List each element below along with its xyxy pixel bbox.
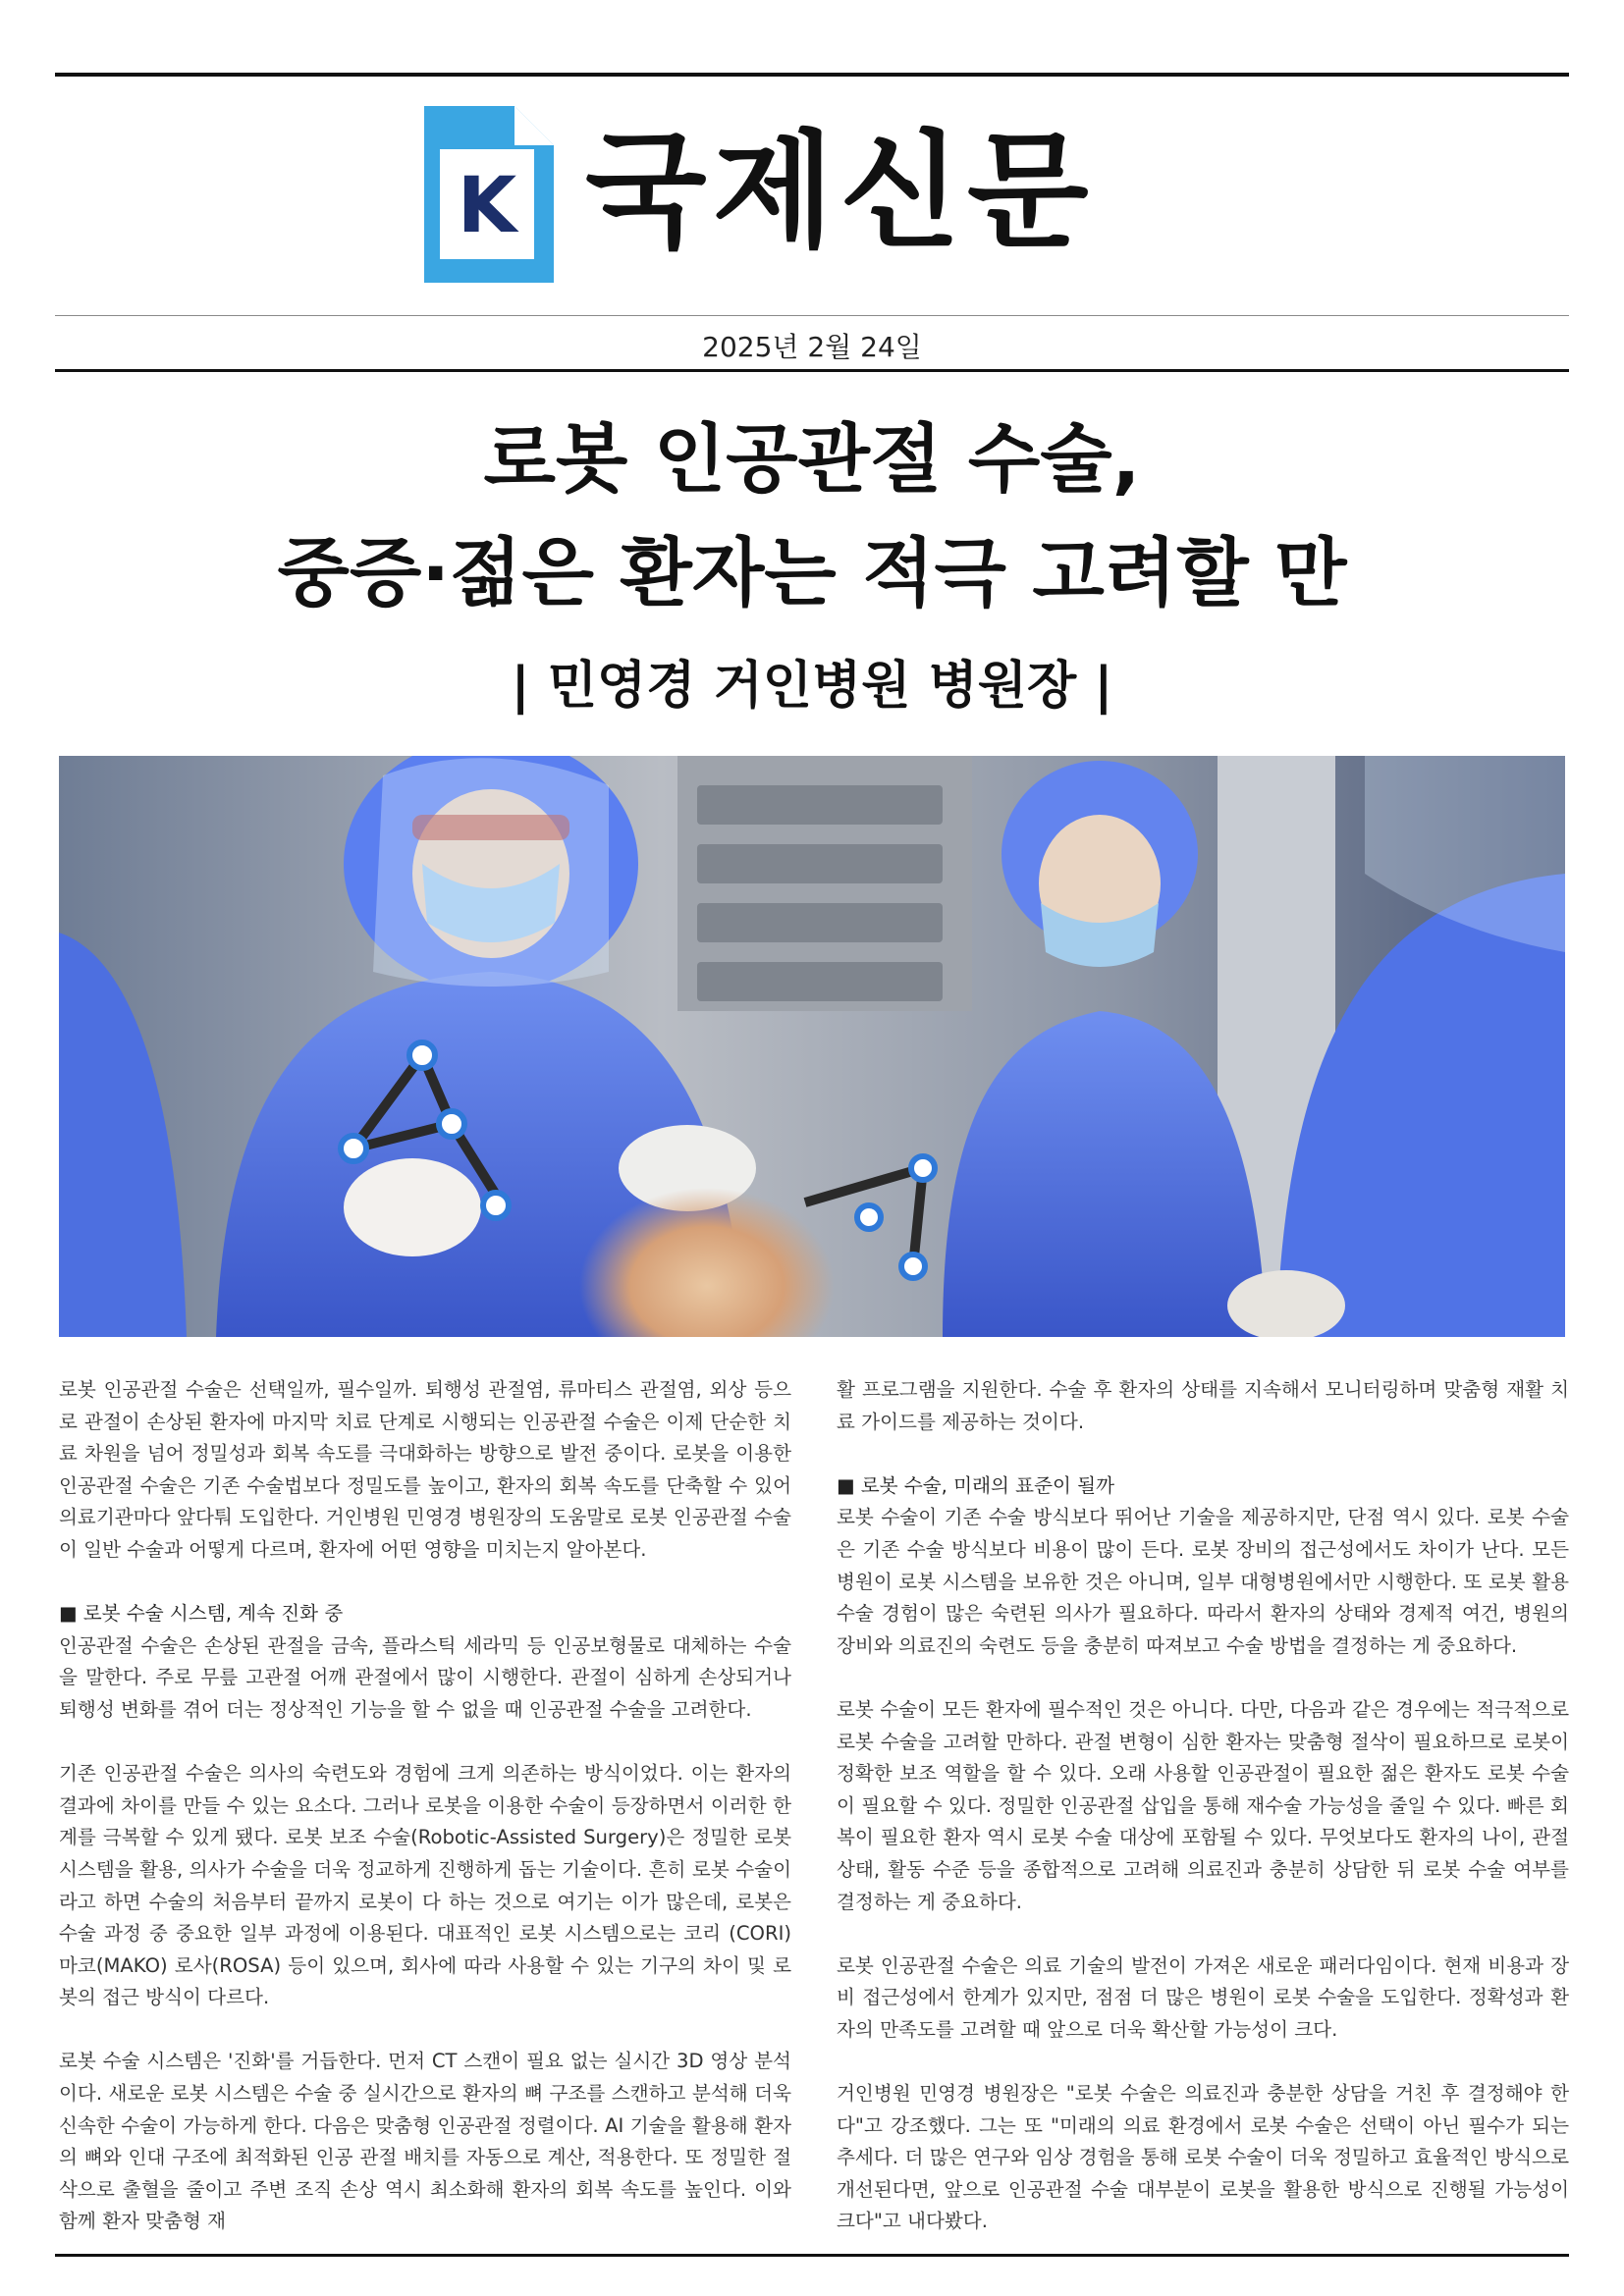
date-bottom-rule	[55, 369, 1569, 372]
headline-line-1: 로봇 인공관절 수술,	[483, 415, 1141, 503]
right-paragraph-4: 로봇 인공관절 수술은 의료 기술의 발전이 가져온 새로운 패러다임이다. 현재 비용과 장비 접근성에서 한계가 있지만, 점점 더 많은 병원이 로봇 수술을 도입한다. 정확성과 환자의 만족도를 고려할 때 앞으로 더욱 확산할 가능성이 크다.	[837, 1953, 1570, 2041]
headline-line-2: 중증·젊은 환자는 적극 고려할 만	[277, 529, 1347, 616]
surgery-photo	[59, 756, 1565, 1337]
surgery-scene-illustration	[59, 756, 1565, 1337]
section-heading-future-standard: ■ 로봇 수술, 미래의 표준이 될까	[837, 1473, 1115, 1497]
right-paragraph-5: 거인병원 민영경 병원장은 "로봇 수술은 의료진과 충분한 상담을 거친 후 결정해야 한다"고 강조했다. 그는 또 "미래의 의료 환경에서 로봇 수술은 선택이 아닌 필수가 되는 추세다. 더 많은 연구와 임상 경험을 통해 로봇 수술이 더욱 정밀하고 효율적인 방식으로 개선된다면, 앞으로 인공관절 수술 대부분이 로봇을 활용한 방식으로 진행될 가능성이 크다"고 내다봤다.	[837, 2082, 1569, 2233]
top-rule	[55, 73, 1569, 77]
right-paragraph-2: 로봇 수술이 기존 수술 방식보다 뛰어난 기술을 제공하지만, 단점 역시 있다. 로봇 수술은 기존 수술 방식보다 비용이 많이 든다. 로봇 장비의 접근성에서도 차이가 난다. 모든 병원이 로봇 시스템을 보유한 것은 아니며, 일부 대형병원에서만 시행한다. 또 로봇 활용 수술 경험이 많은 숙련된 의사가 필요하다. 따라서 환자의 상태와 경제적 여건, 병원의 장비와 의료진의 숙련도 등을 충분히 따져보고 수술 방법을 결정하는 게 중요하다.	[837, 1506, 1569, 1657]
newspaper-logo-icon	[424, 106, 554, 283]
section-heading-robot-system: ■ 로봇 수술 시스템, 계속 진화 중	[59, 1602, 344, 1626]
right-paragraph-1: 활 프로그램을 지원한다. 수술 후 환자의 상태를 지속해서 모니터링하며 맞춤형 재활 치료 가이드를 제공하는 것이다.	[837, 1378, 1570, 1433]
article-subheadline: | 민영경 거인병원 병원장 |	[511, 657, 1113, 716]
logo-letter: K	[457, 162, 517, 250]
newspaper-title: 국제신문	[585, 119, 1095, 265]
left-paragraph-1: 로봇 인공관절 수술은 선택일까, 필수일까. 퇴행성 관절염, 류마티스 관절염, 외상 등으로 관절이 손상된 환자에 마지막 치료 단계로 시행되는 인공관절 수술은 이제 단순한 치료 차원을 넘어 정밀성과 회복 속도를 극대화하는 방향으로 발전 중이다. 로봇을 이용한 인공관절 수술은 기존 수술법보다 정밀도를 높이고, 환자의 회복 속도를 단축할 수 있어 의료기관마다 앞다퉈 도입한다. 거인병원 민영경 병원장의 도움말로 로봇 인공관절 수술이 일반 수술과 어떻게 다르며, 환자에 어떤 영향을 미치는지 알아본다.	[59, 1378, 792, 1561]
article-column-right	[837, 1374, 1569, 2270]
left-paragraph-3: 기존 인공관절 수술은 의사의 숙련도와 경험에 크게 의존하는 방식이었다. 이는 환자의 결과에 차이를 만들 수 있는 요소다. 그러나 로봇을 이용한 수술이 등장하면서 이러한 한계를 극복할 수 있게 됐다. 로봇 보조 수술(Robotic-Assisted Surgery)은 정밀한 로봇 시스템을 활용, 의사가 수술을 더욱 정교하게 진행하게 돕는 기술이다. 흔히 로봇 수술이라고 하면 수술의 처음부터 끝까지 로봇이 다 하는 것으로 여기는 이가 많은데, 로봇은 수술 과정 중 중요한 일부 과정에 이용된다. 대표적인 로봇 시스템으로는 코리 (CORI) 마코(MAKO) 로사(ROSA) 등이 있으며, 회사에 따라 사용할 수 있는 기구의 차이 및 로봇의 접근 방식이 다르다.	[59, 1762, 791, 2009]
article-headline	[0, 402, 1624, 630]
issue-date: 2025년 2월 24일	[702, 331, 922, 363]
left-paragraph-2: 인공관절 수술은 손상된 관절을 금속, 플라스틱 세라믹 등 인공보형물로 대체하는 수술을 말한다. 주로 무릎 고관절 어깨 관절에서 많이 시행한다. 관절이 심하게 손상되거나 퇴행성 변화를 겪어 더는 정상적인 기능을 할 수 없을 때 인공관절 수술을 고려한다.	[59, 1633, 791, 1721]
masthead	[0, 106, 1624, 283]
right-paragraph-3: 로봇 수술이 모든 환자에 필수적인 것은 아니다. 다만, 다음과 같은 경우에는 적극적으로 로봇 수술을 고려할 만하다. 관절 변형이 심한 환자는 맞춤형 절삭이 필요하므로 로봇이 정확한 보조 역할을 할 수 있다. 오래 사용할 인공관절이 필요한 젊은 환자도 로봇 수술이 필요할 수 있다. 정밀한 인공관절 삽입을 통해 재수술 가능성을 줄일 수 있다. 빠른 회복이 필요한 환자 역시 로봇 수술 대상에 포함될 수 있다. 무엇보다도 환자의 나이, 관절 상태, 활동 수준 등을 종합적으로 고려해 의료진과 충분히 상담한 뒤 로봇 수술 여부를 결정하는 게 중요하다.	[837, 1697, 1570, 1913]
article-column-left	[59, 1374, 791, 2270]
masthead-bottom-rule	[55, 315, 1569, 316]
left-paragraph-4: 로봇 수술 시스템은 '진화'를 거듭한다. 먼저 CT 스캔이 필요 없는 실시간 3D 영상 분석이다. 새로운 로봇 시스템은 수술 중 실시간으로 환자의 뼈 구조를 스캔하고 분석해 더욱 신속한 수술이 가능하게 한다. 다음은 맞춤형 인공관절 정렬이다. AI 기술을 활용해 환자의 뼈와 인대 구조에 최적화된 인공 관절 배치를 자동으로 계산, 적용한다. 또 정밀한 절삭으로 출혈을 줄이고 주변 조직 손상 역시 최소화해 환자의 회복 속도를 높인다. 이와 함께 환자 맞춤형 재	[59, 2050, 791, 2233]
